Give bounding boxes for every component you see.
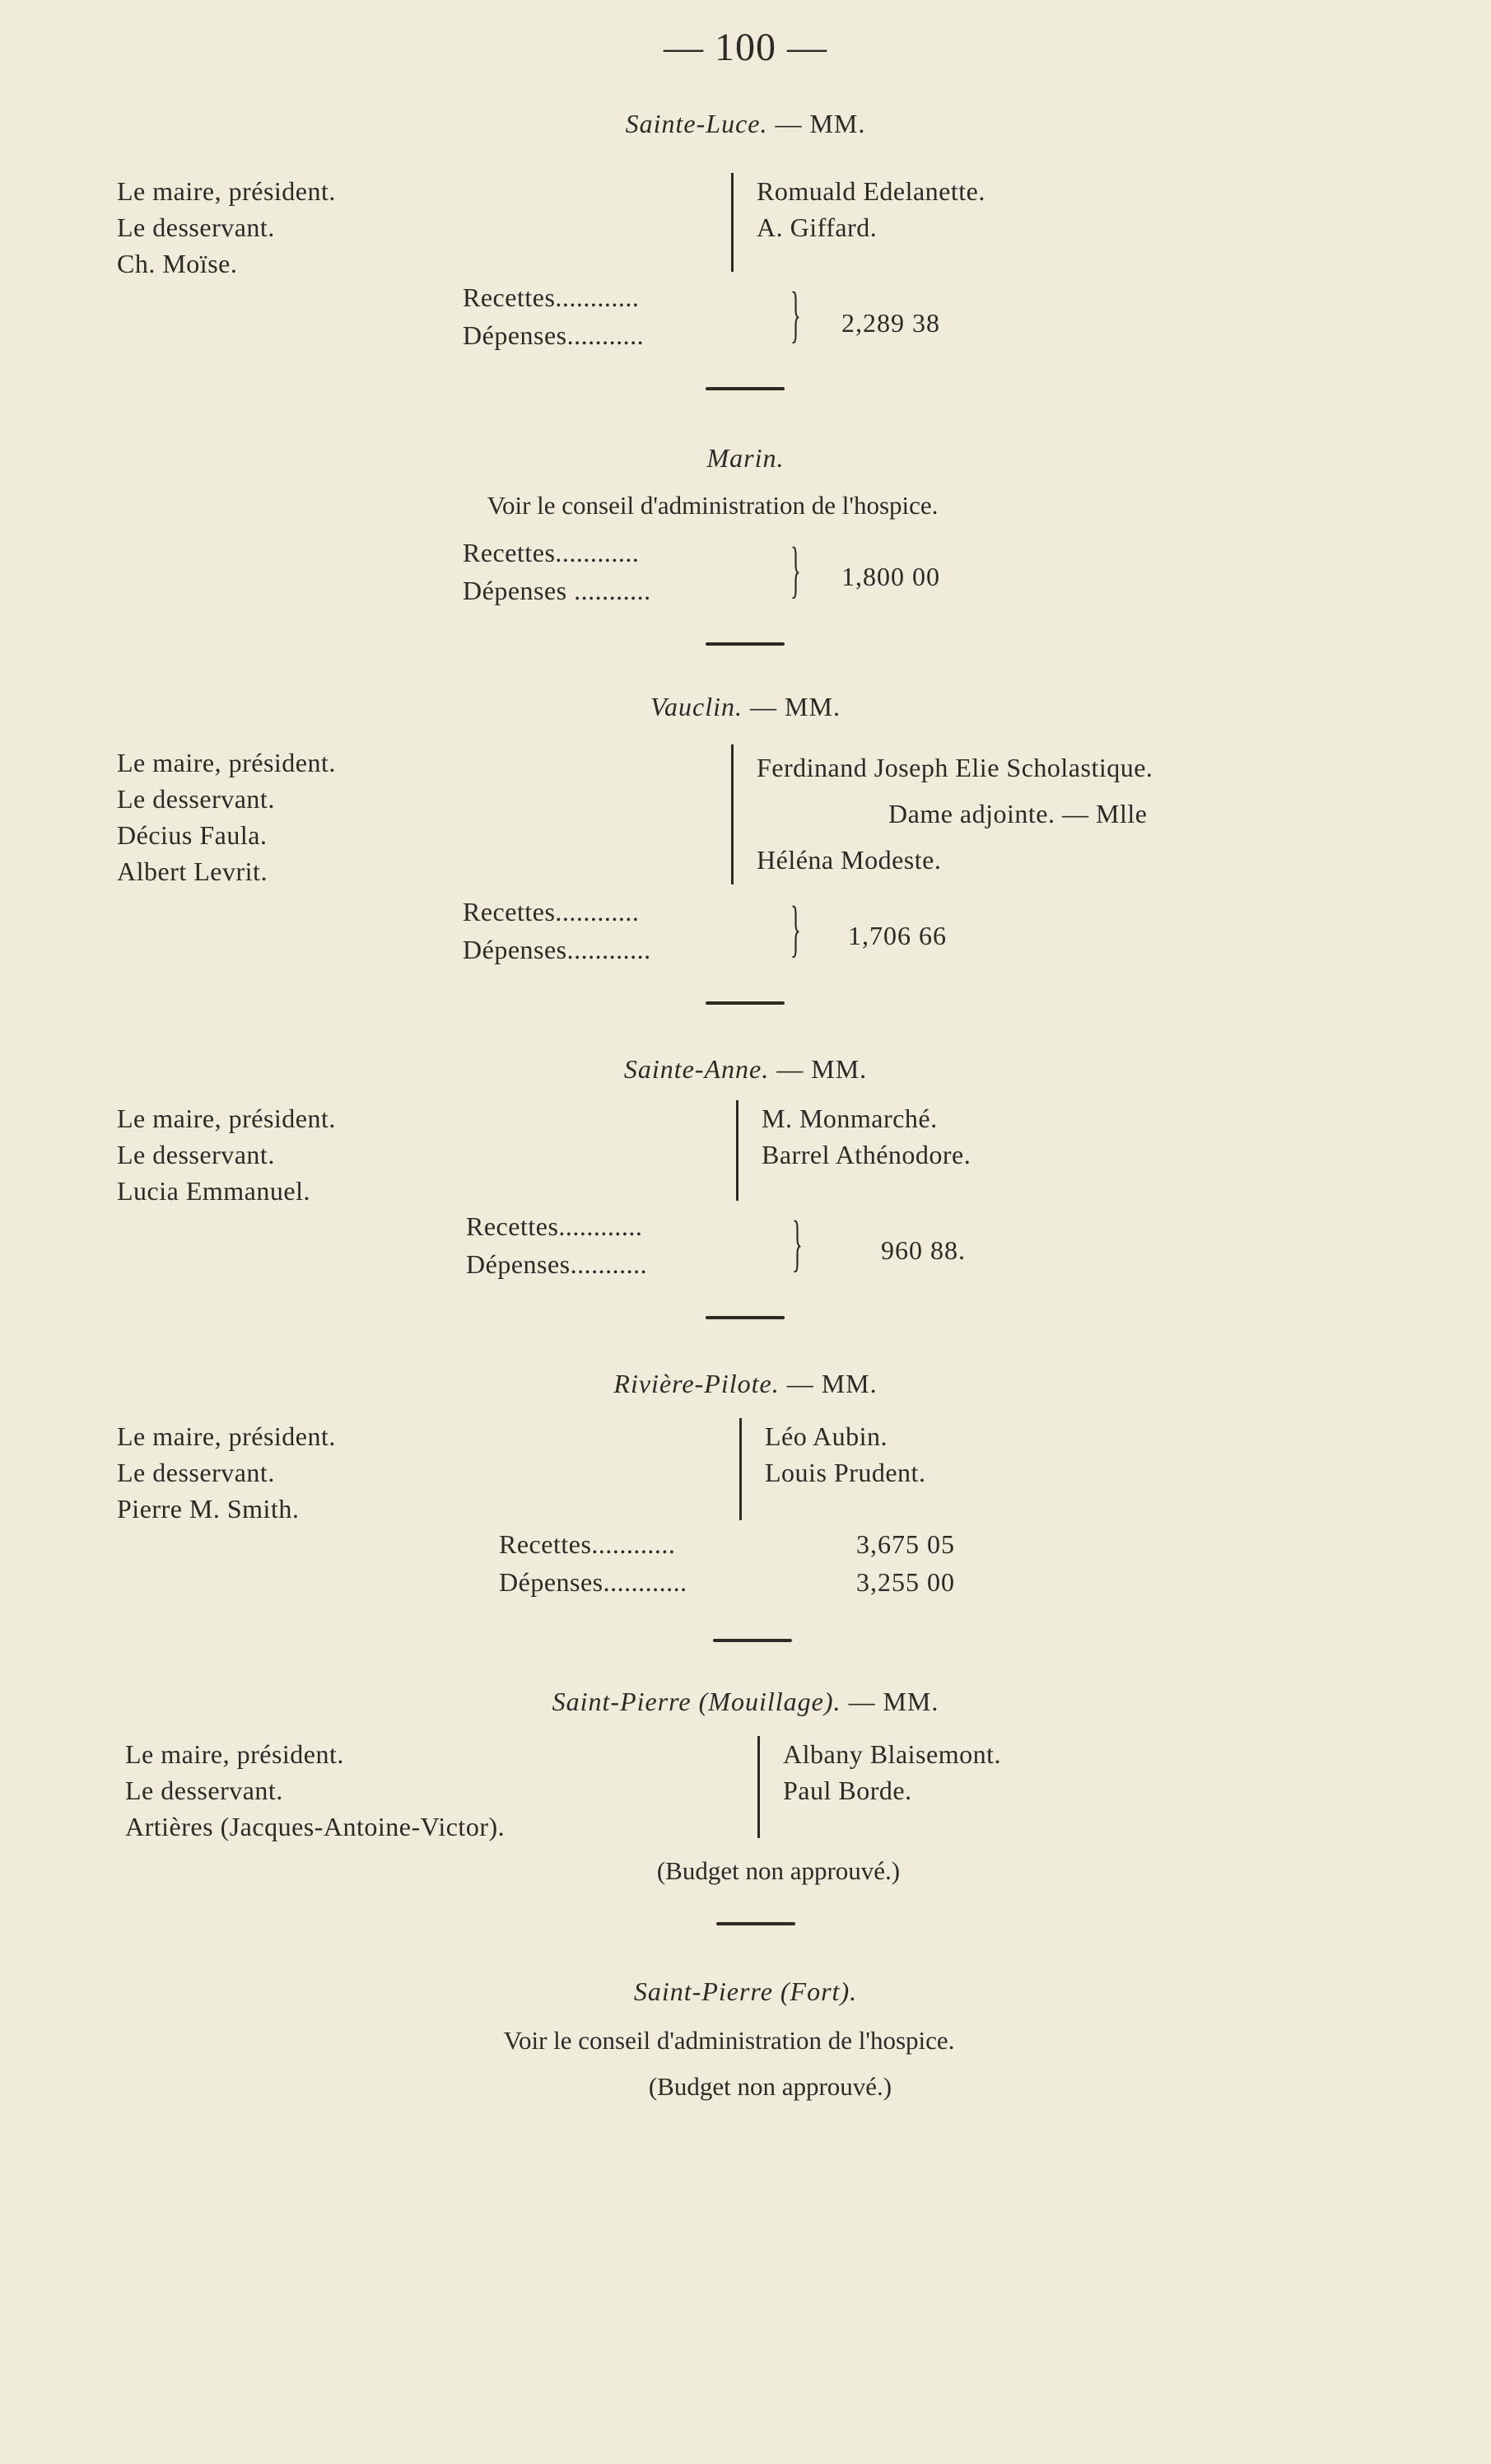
member-line: Artières (Jacques-Antoine-Victor). (125, 1812, 506, 1841)
member-line: Ferdinand Joseph Elie Scholastique. (757, 753, 1153, 782)
member-line: Dame adjointe. — Mlle (888, 799, 1148, 828)
heading-suffix: — MM. (769, 1054, 868, 1084)
recettes-label: Recettes............ (499, 1529, 676, 1559)
section-heading-marin (0, 443, 1491, 474)
member-line: Le maire, président. (125, 1739, 344, 1769)
section-heading-vauclin (0, 692, 1491, 722)
section-heading-sainte-luce (0, 109, 1491, 139)
member-line: Le desservant. (117, 212, 275, 242)
member-line: Le desservant. (117, 1458, 275, 1487)
section-heading-saint-pierre-fort (0, 1976, 1491, 2007)
member-line: Lucia Emmanuel. (117, 1176, 310, 1206)
section-divider (706, 1316, 785, 1319)
heading-suffix: — MM. (841, 1687, 939, 1716)
right-members-sainte-anne (736, 1100, 971, 1201)
note2-saint-pierre-fort: (Budget non approuvé.) (648, 2072, 892, 2101)
right-members-riviere-pilote (739, 1418, 925, 1520)
depenses-label: Dépenses........... (463, 320, 645, 350)
depenses-amount: 3,255 00 (856, 1567, 955, 1597)
depenses-label: Dépenses........... (466, 1249, 648, 1279)
member-line: M. Monmarché. (762, 1104, 938, 1133)
member-line: Le desservant. (117, 784, 275, 814)
note-saint-pierre-fort: Voir le conseil d'administration de l'hospice. (503, 2026, 955, 2055)
member-line: Le maire, président. (117, 176, 336, 206)
finances-riviere-pilote (499, 1525, 955, 1601)
brace-icon: } (790, 894, 801, 964)
heading-place: Saint-Pierre (Mouillage). (552, 1687, 841, 1716)
member-line: Le maire, président. (117, 1421, 336, 1451)
page-number: — 100 — (664, 26, 827, 69)
amount-marin: 1,800 00 (841, 562, 940, 591)
right-members-vauclin (731, 744, 1153, 884)
member-line: Albany Blaisemont. (783, 1739, 1001, 1769)
brace-icon: } (790, 535, 801, 604)
amount-vauclin: 1,706 66 (848, 921, 947, 950)
member-line: Louis Prudent. (765, 1458, 926, 1487)
heading-place: Vauclin. (650, 692, 743, 721)
member-line: Décius Faula. (117, 820, 268, 850)
section-heading-sainte-anne (0, 1054, 1491, 1085)
member-line: Pierre M. Smith. (117, 1494, 300, 1524)
section-heading-saint-pierre-mouillage (0, 1687, 1491, 1717)
member-line: Léo Aubin. (765, 1421, 888, 1451)
heading-place: Sainte-Anne. (623, 1054, 770, 1084)
member-line: Albert Levrit. (117, 856, 268, 886)
member-line: Ch. Moïse. (117, 249, 238, 278)
member-line: Héléna Modeste. (757, 845, 942, 875)
section-divider (713, 1639, 792, 1642)
heading-suffix: — MM. (779, 1369, 878, 1398)
section-divider (706, 1001, 785, 1005)
heading-suffix: — MM. (743, 692, 841, 721)
finances-sainte-luce (463, 278, 792, 354)
recettes-label: Recettes............ (463, 282, 640, 312)
brace-icon: } (792, 1209, 803, 1278)
member-line: Barrel Athénodore. (762, 1140, 971, 1169)
heading-place: Rivière-Pilote. (613, 1369, 780, 1398)
left-members-sainte-anne (117, 1100, 336, 1209)
depenses-label: Dépenses............ (499, 1567, 687, 1597)
left-members-riviere-pilote (117, 1418, 336, 1527)
recettes-amount: 3,675 05 (856, 1529, 955, 1559)
heading-place: Saint-Pierre (Fort). (633, 1976, 858, 2006)
amount-sainte-luce: 2,289 38 (841, 308, 940, 338)
member-line: Le desservant. (117, 1140, 275, 1169)
section-divider (706, 387, 785, 390)
member-line: Le maire, président. (117, 1104, 336, 1133)
depenses-label: Dépenses............ (463, 935, 651, 964)
amount-sainte-anne: 960 88. (881, 1235, 966, 1265)
section-divider (716, 1922, 795, 1925)
note-saint-pierre-mouillage: (Budget non approuvé.) (656, 1856, 901, 1885)
heading-suffix: — MM. (767, 109, 866, 138)
recettes-label: Recettes............ (463, 538, 640, 567)
left-members-saint-pierre-mouillage (125, 1736, 505, 1845)
brace-icon: } (790, 280, 801, 349)
heading-place: Marin. (706, 443, 785, 473)
section-heading-riviere-pilote (0, 1369, 1491, 1399)
finances-marin (463, 534, 792, 609)
left-members-vauclin (117, 744, 336, 889)
depenses-label: Dépenses ........... (463, 576, 651, 605)
member-line: Romuald Edelanette. (757, 176, 985, 206)
note-marin: Voir le conseil d'administration de l'hospice. (487, 491, 939, 520)
recettes-label: Recettes............ (463, 897, 640, 926)
right-members-sainte-luce (731, 173, 985, 272)
finances-vauclin (463, 893, 792, 968)
member-line: A. Giffard. (757, 212, 878, 242)
finances-sainte-anne (466, 1207, 795, 1283)
right-members-saint-pierre-mouillage (757, 1736, 1001, 1838)
recettes-label: Recettes............ (466, 1211, 643, 1241)
member-line: Le desservant. (125, 1776, 283, 1805)
section-divider (706, 642, 785, 646)
heading-place: Sainte-Luce. (625, 109, 768, 138)
member-line: Le maire, président. (117, 748, 336, 777)
left-members-sainte-luce (117, 173, 336, 282)
member-line: Paul Borde. (783, 1776, 912, 1805)
